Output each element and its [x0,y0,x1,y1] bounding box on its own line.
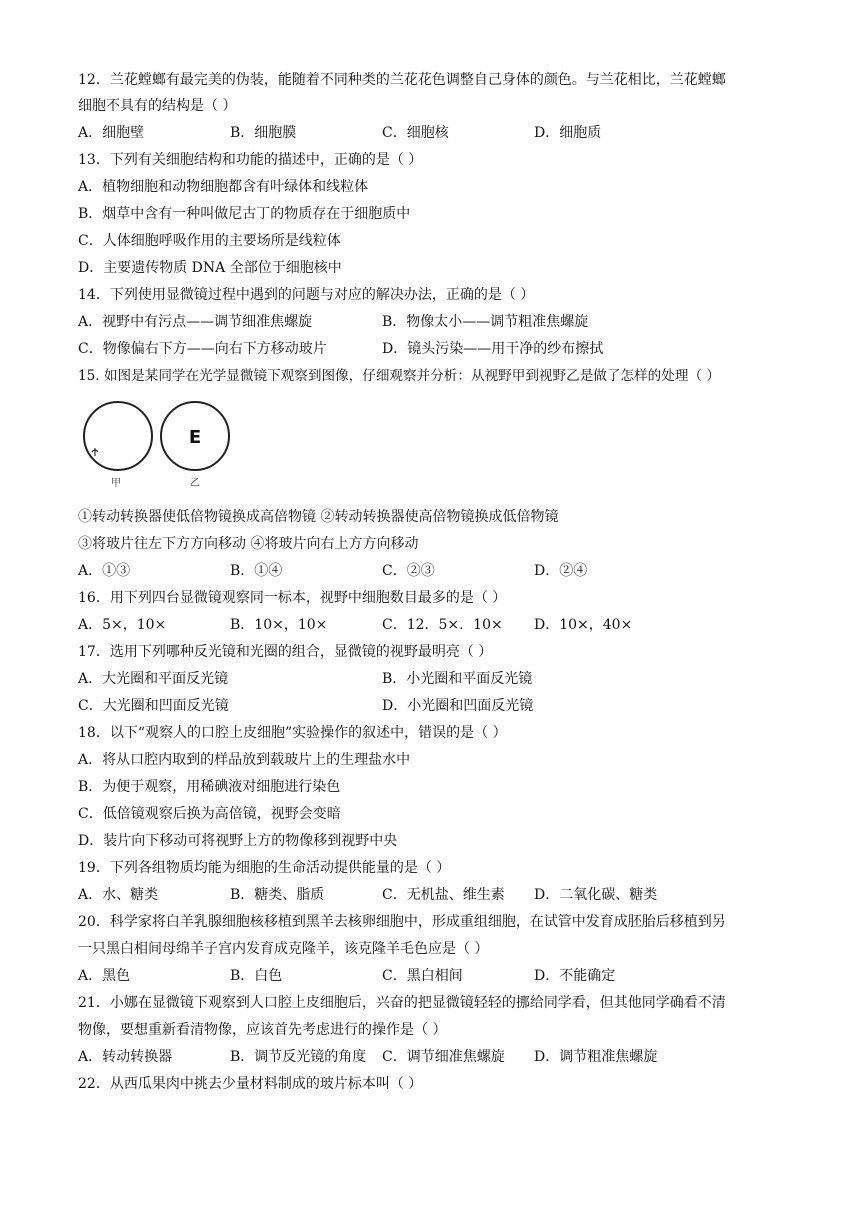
q12-option-a: A．细胞壁 [78,125,145,141]
q17-option-a: A．大光圈和平面反光镜 [78,671,229,687]
q17-option-d: D．小光圈和凹面反光镜 [382,698,534,714]
q13-option-a: A．植物细胞和动物细胞都含有叶绿体和线粒体 [78,179,369,195]
q19-option-a: A．水、糖类 [78,887,159,903]
q12-option-b: B．细胞膜 [230,125,297,141]
view-yi-letter: E [188,427,202,448]
q18-option-d: D．装片向下移动可将视野上方的物像移到视野中央 [78,833,398,849]
q22-stem: 22．从西瓜果肉中挑去少量材料制成的玻片标本叫（ ） [78,1076,423,1092]
q15-statement-line1: ①转动转换器使低倍物镜换成高倍物镜 ②转动转换器使高倍物镜换成低倍物镜 [78,509,559,525]
q20-option-b: B．白色 [230,968,283,984]
q16-option-b: B．10×，10× [230,617,328,633]
q18-option-c: C．低倍镜观察后换为高倍镜，视野会变暗 [78,806,341,822]
q15-statement-line2: ③将玻片往左下方方向移动 ④将玻片向右上方方向移动 [78,536,419,552]
view-jia-circle [84,402,152,470]
q14-stem: 14．下列使用显微镜过程中遇到的问题与对应的解决办法，正确的是（ ） [78,287,535,303]
q17-option-c: C．大光圈和凹面反光镜 [78,698,229,714]
q15-option-b: B．①④ [230,563,283,579]
q17-option-b: B．小光圈和平面反光镜 [382,671,533,687]
q21-stem-line1: 21．小娜在显微镜下观察到人口腔上皮细胞后，兴奋的把显微镜轻轻的挪给同学看，但其他同学确看不清 [78,995,726,1011]
q12-stem-line2: 细胞不具有的结构是（ ） [78,98,237,114]
q17-stem: 17．选用下列哪种反光镜和光圈的组合，显微镜的视野最明亮（ ） [78,644,493,660]
q21-stem-line2: 物像，要想重新看清物像，应该首先考虑进行的操作是（ ） [78,1022,447,1038]
q21-option-a: A．转动转换器 [78,1049,173,1065]
q20-option-a: A．黑色 [78,968,131,984]
q20-stem-line2: 一只黑白相间母绵羊子宫内发育成克隆羊，该克隆羊毛色应是（ ） [78,941,489,957]
q20-option-c: C．黑白相间 [382,968,463,984]
q13-option-b: B．烟草中含有一种叫做尼古丁的物质存在于细胞质中 [78,206,411,222]
q21-option-c: C．调节细准焦螺旋 [382,1049,505,1065]
q13-option-c: C．人体细胞呼吸作用的主要场所是线粒体 [78,233,341,249]
microscope-view-figure [78,398,248,490]
q14-option-c: C．物像偏右下方——向右下方移动玻片 [78,341,327,357]
q13-option-d: D．主要遗传物质 DNA 全部位于细胞核中 [78,260,342,276]
q19-option-c: C．无机盐、维生素 [382,887,505,903]
view-yi-label: 乙 [190,478,200,489]
q16-option-a: A．5×，10× [78,617,167,633]
q13-stem: 13．下列有关细胞结构和功能的描述中，正确的是（ ） [78,152,423,168]
q12-option-c: C．细胞核 [382,125,449,141]
q21-option-b: B．调节反光镜的角度 [230,1049,367,1065]
view-jia-label: 甲 [111,478,121,489]
q15-option-a: A．①③ [78,563,131,579]
view-jia-small-image [92,448,98,456]
q14-option-b: B．物像太小——调节粗准焦螺旋 [382,314,589,330]
q18-stem: 18．以下“观察人的口腔上皮细胞”实验操作的叙述中，错误的是（ ） [78,725,507,741]
microscope-view-svg [78,398,248,490]
q21-option-d: D．调节粗准焦螺旋 [534,1049,658,1065]
q15-option-d: D．②④ [534,563,588,579]
q20-option-d: D．不能确定 [534,968,616,984]
q15-option-c: C．②③ [382,563,435,579]
q14-option-a: A．视野中有污点——调节细准焦螺旋 [78,314,313,330]
q20-stem-line1: 20．科学家将白羊乳腺细胞核移植到黑羊去核卵细胞中，形成重组细胞，在试管中发育成胚胎后移植到另 [78,914,726,930]
q14-option-d: D．镜头污染——用干净的纱布擦拭 [382,341,604,357]
q19-stem: 19．下列各组物质均能为细胞的生命活动提供能量的是（ ） [78,860,451,876]
q18-option-a: A．将从口腔内取到的样品放到载玻片上的生理盐水中 [78,752,411,768]
q16-option-c: C．12．5×．10× [382,617,503,633]
q12-stem-line1: 12．兰花螳螂有最完美的伪装，能随着不同种类的兰花花色调整自己身体的颜色。与兰花相比，兰花螳螂 [78,72,726,88]
q12-option-d: D．细胞质 [534,125,602,141]
q18-option-b: B．为便于观察，用稀碘液对细胞进行染色 [78,779,341,795]
q16-option-d: D．10×，40× [534,617,633,633]
q19-option-b: B．糖类、脂质 [230,887,325,903]
q16-stem: 16．用下列四台显微镜观察同一标本，视野中细胞数目最多的是（ ） [78,590,507,606]
q19-option-d: D．二氧化碳、糖类 [534,887,658,903]
q15-stem: 15. 如图是某同学在光学显微镜下观察到图像，仔细观察并分析：从视野甲到视野乙是做了怎样的处理（ ） [78,368,720,384]
